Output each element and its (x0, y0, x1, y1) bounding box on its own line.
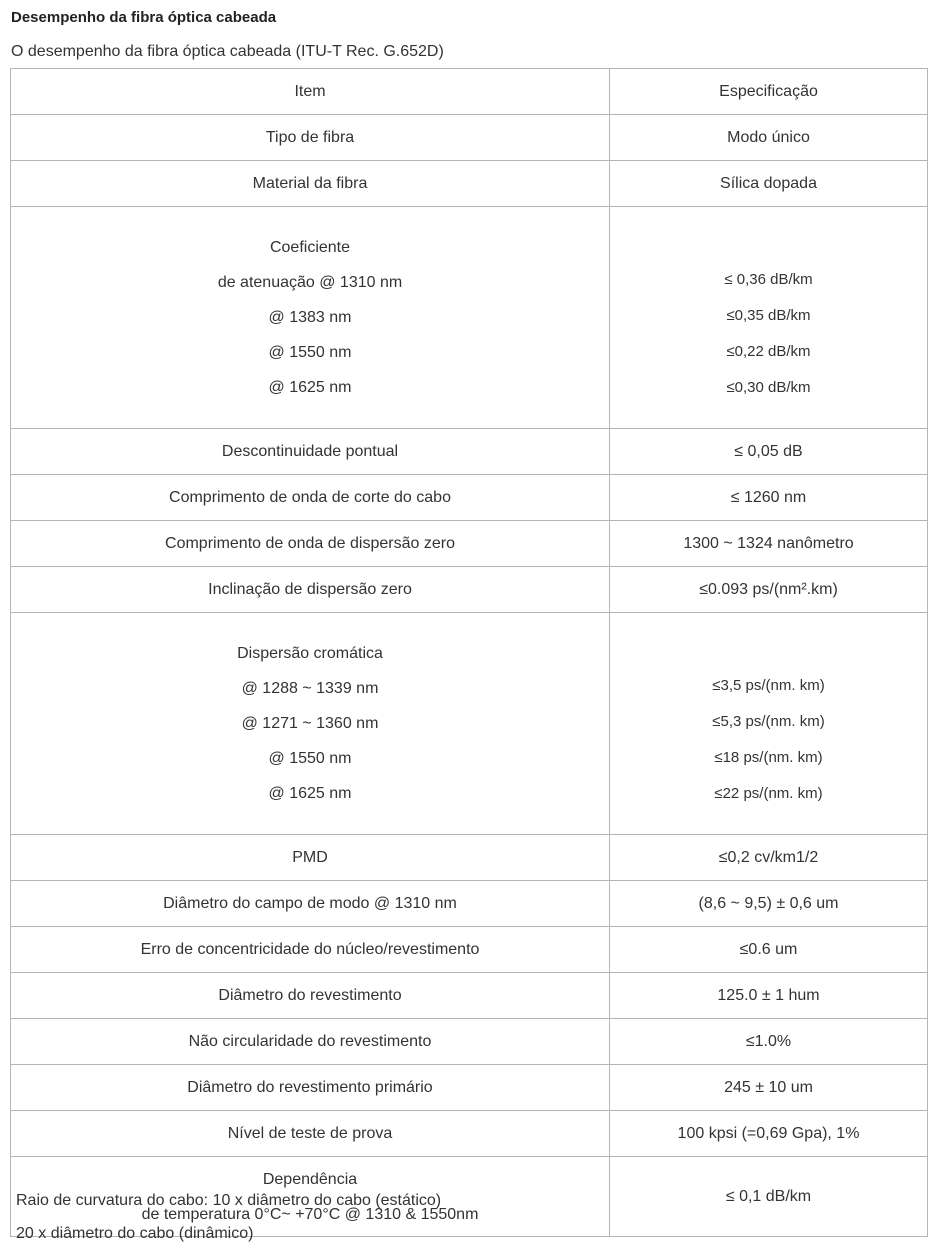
table-row (11, 835, 928, 881)
item-line: Dispersão cromática (237, 645, 383, 662)
spec-line: ≤5,3 ps/(nm. km) (712, 712, 825, 730)
table-row (11, 973, 928, 1019)
item-line: @ 1550 nm (268, 344, 352, 361)
row-spec: Sílica dopada (610, 161, 928, 207)
spec-line: ≤0,22 dB/km (726, 342, 811, 360)
row-item: Inclinação de dispersão zero (11, 567, 610, 613)
row-item: Descontinuidade pontual (11, 429, 610, 475)
table-row (11, 429, 928, 475)
table-row (11, 613, 928, 835)
row-item: Não circularidade do revestimento (11, 1019, 610, 1065)
table-row (11, 567, 928, 613)
item-line: de atenuação @ 1310 nm (217, 274, 403, 291)
row-spec: ≤1.0% (610, 1019, 928, 1065)
item-line: @ 1625 nm (268, 379, 352, 396)
row-spec: 245 ± 10 um (610, 1065, 928, 1111)
row-spec (610, 207, 928, 429)
section-title: Desempenho da fibra óptica cabeada (11, 9, 277, 26)
row-item: Comprimento de onda de corte do cabo (11, 475, 610, 521)
table-row (11, 207, 928, 429)
table-caption: O desempenho da fibra óptica cabeada (ITU-T Rec. G.652D) (11, 43, 444, 60)
spec-line: ≤3,5 ps/(nm. km) (712, 676, 825, 694)
row-item: Comprimento de onda de dispersão zero (11, 521, 610, 567)
table-row (11, 881, 928, 927)
row-spec: ≤ 0,05 dB (610, 429, 928, 475)
table-header-row (11, 69, 928, 115)
fiber-performance-table (10, 68, 928, 1237)
row-item (11, 207, 610, 429)
item-line: @ 1271 ~ 1360 nm (241, 715, 379, 732)
row-spec: ≤ 1260 nm (610, 475, 928, 521)
spec-line: ≤22 ps/(nm. km) (714, 784, 823, 802)
item-line: @ 1383 nm (268, 309, 352, 326)
item-line: @ 1550 nm (268, 750, 352, 767)
row-spec (610, 613, 928, 835)
footnote-bend-radius-dynamic: 20 x diâmetro do cabo (dinâmico) (16, 1225, 254, 1242)
row-item: Diâmetro do revestimento (11, 973, 610, 1019)
row-item: PMD (11, 835, 610, 881)
table-row (11, 1019, 928, 1065)
table-row (11, 1111, 928, 1157)
header-item: Item (11, 69, 610, 115)
item-line: Dependência (262, 1170, 358, 1188)
row-item: Tipo de fibra (11, 115, 610, 161)
row-spec: ≤0.093 ps/(nm².km) (610, 567, 928, 613)
spec-line: ≤0,30 dB/km (726, 378, 811, 396)
spec-line: ≤18 ps/(nm. km) (714, 748, 823, 766)
row-spec: 1300 ~ 1324 nanômetro (610, 521, 928, 567)
table-row (11, 927, 928, 973)
row-item: Erro de concentricidade do núcleo/revestimento (11, 927, 610, 973)
row-item: Diâmetro do revestimento primário (11, 1065, 610, 1111)
row-spec: Modo único (610, 115, 928, 161)
row-spec: 100 kpsi (=0,69 Gpa), 1% (610, 1111, 928, 1157)
spec-line: ≤ 0,36 dB/km (724, 270, 813, 288)
row-spec: ≤ 0,1 dB/km (610, 1157, 928, 1237)
table-row (11, 161, 928, 207)
table-row (11, 1065, 928, 1111)
row-spec: 125.0 ± 1 hum (610, 973, 928, 1019)
row-spec: ≤0,2 cv/km1/2 (610, 835, 928, 881)
item-line: de temperatura 0°C~ +70°C @ 1310 & 1550nm (141, 1205, 479, 1223)
item-line: Coeficiente (269, 239, 351, 256)
row-item (11, 613, 610, 835)
row-item: Nível de teste de prova (11, 1111, 610, 1157)
item-line: @ 1625 nm (268, 785, 352, 802)
footnote-bend-radius-static: Raio de curvatura do cabo: 10 x diâmetro do cabo (estático) (16, 1192, 442, 1209)
table-row (11, 475, 928, 521)
item-line: @ 1288 ~ 1339 nm (241, 680, 379, 697)
spec-line: ≤0,35 dB/km (726, 306, 811, 324)
header-spec: Especificação (610, 69, 928, 115)
row-spec: ≤0.6 um (610, 927, 928, 973)
row-spec: (8,6 ~ 9,5) ± 0,6 um (610, 881, 928, 927)
table-row (11, 521, 928, 567)
row-item: Diâmetro do campo de modo @ 1310 nm (11, 881, 610, 927)
row-item: Material da fibra (11, 161, 610, 207)
table-row (11, 115, 928, 161)
